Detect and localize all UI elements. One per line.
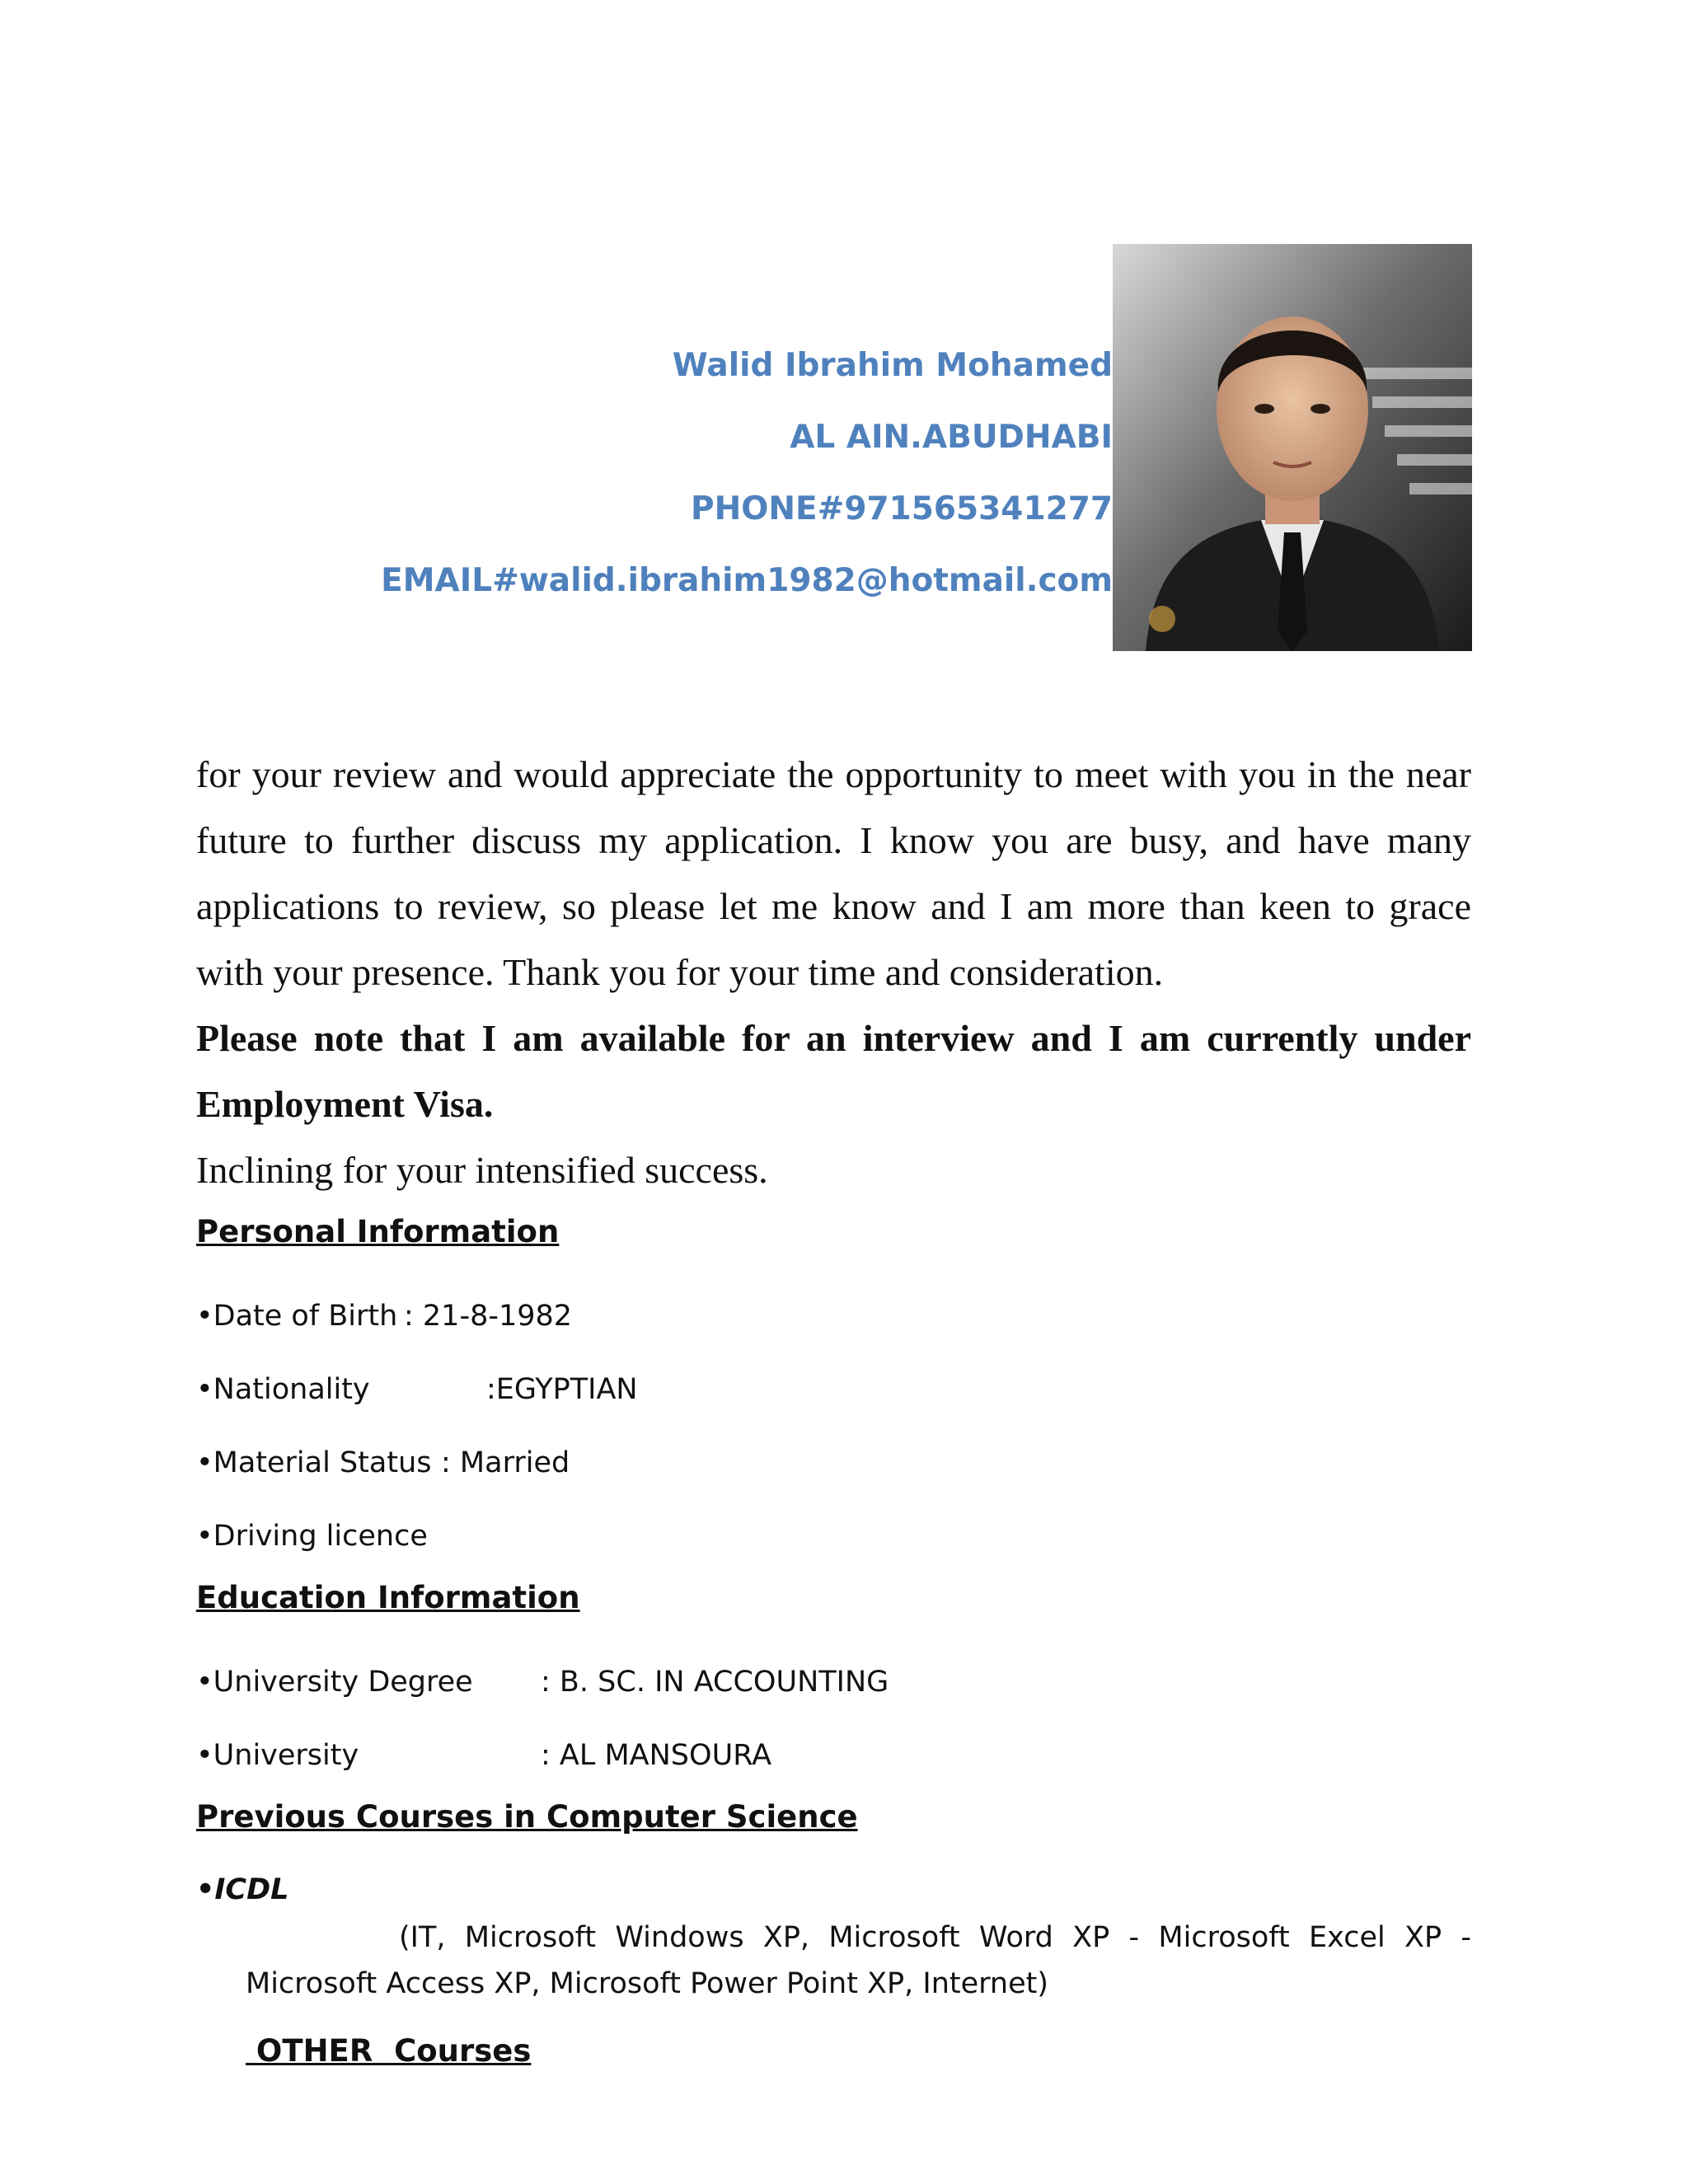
personal-information-heading: Personal Information [196, 1214, 560, 1249]
list-item [196, 1646, 1471, 1719]
applicant-email: EMAIL#walid.ibrahim1982@hotmail.com [381, 562, 1113, 599]
list-item [196, 1500, 1471, 1573]
item-value: : Married [441, 1446, 570, 1479]
portrait-photo [1113, 244, 1472, 651]
list-item [196, 1719, 1471, 1793]
item-value: :EGYPTIAN [486, 1373, 638, 1406]
contact-header [381, 330, 1113, 616]
item-label: •University [196, 1739, 359, 1772]
availability-note: Please note that I am available for an interview and I am currently under Employment Visa. [196, 1017, 1471, 1125]
courses-heading: Previous Courses in Computer Science [196, 1799, 858, 1835]
applicant-location: AL AIN.ABUDHABI [790, 419, 1113, 456]
item-label: •University Degree [196, 1666, 473, 1699]
course-name: •ICDL [196, 1873, 289, 1906]
list-item [196, 1353, 1471, 1427]
list-item [196, 1427, 1471, 1500]
applicant-name: Walid Ibrahim Mohamed [672, 347, 1113, 384]
item-value: : B. SC. IN ACCOUNTING [541, 1666, 889, 1699]
list-item [196, 1280, 1471, 1353]
item-label: •Date of Birth [196, 1300, 398, 1333]
letter-paragraph: for your review and would appreciate the opportunity to meet with you in the near future to further discuss my application. I know you are busy, and have many applications to review, so please let me know and I am more than keen to grace with your presence. Thank you for your time and consideration. [196, 753, 1471, 993]
item-label: •Driving licence [196, 1520, 428, 1553]
other-courses-heading: OTHER Courses [246, 2033, 532, 2069]
item-label: •Material Status [196, 1446, 432, 1479]
cv-details [196, 1207, 1471, 2076]
letter-closing: Inclining for your intensified success. [196, 1149, 768, 1191]
item-value: : AL MANSOURA [541, 1739, 772, 1772]
item-value: : 21-8-1982 [404, 1300, 573, 1333]
course-description: (IT, Microsoft Windows XP, Microsoft Word XP - Microsoft Excel XP - Microsoft Access XP, Microsoft Power Point XP, Internet) [246, 1921, 1471, 2000]
portrait-photo-icon [1113, 244, 1472, 651]
applicant-phone: PHONE#971565341277 [691, 490, 1113, 527]
item-label: •Nationality [196, 1373, 370, 1406]
cover-letter [196, 742, 1471, 1203]
education-information-heading: Education Information [196, 1580, 580, 1615]
